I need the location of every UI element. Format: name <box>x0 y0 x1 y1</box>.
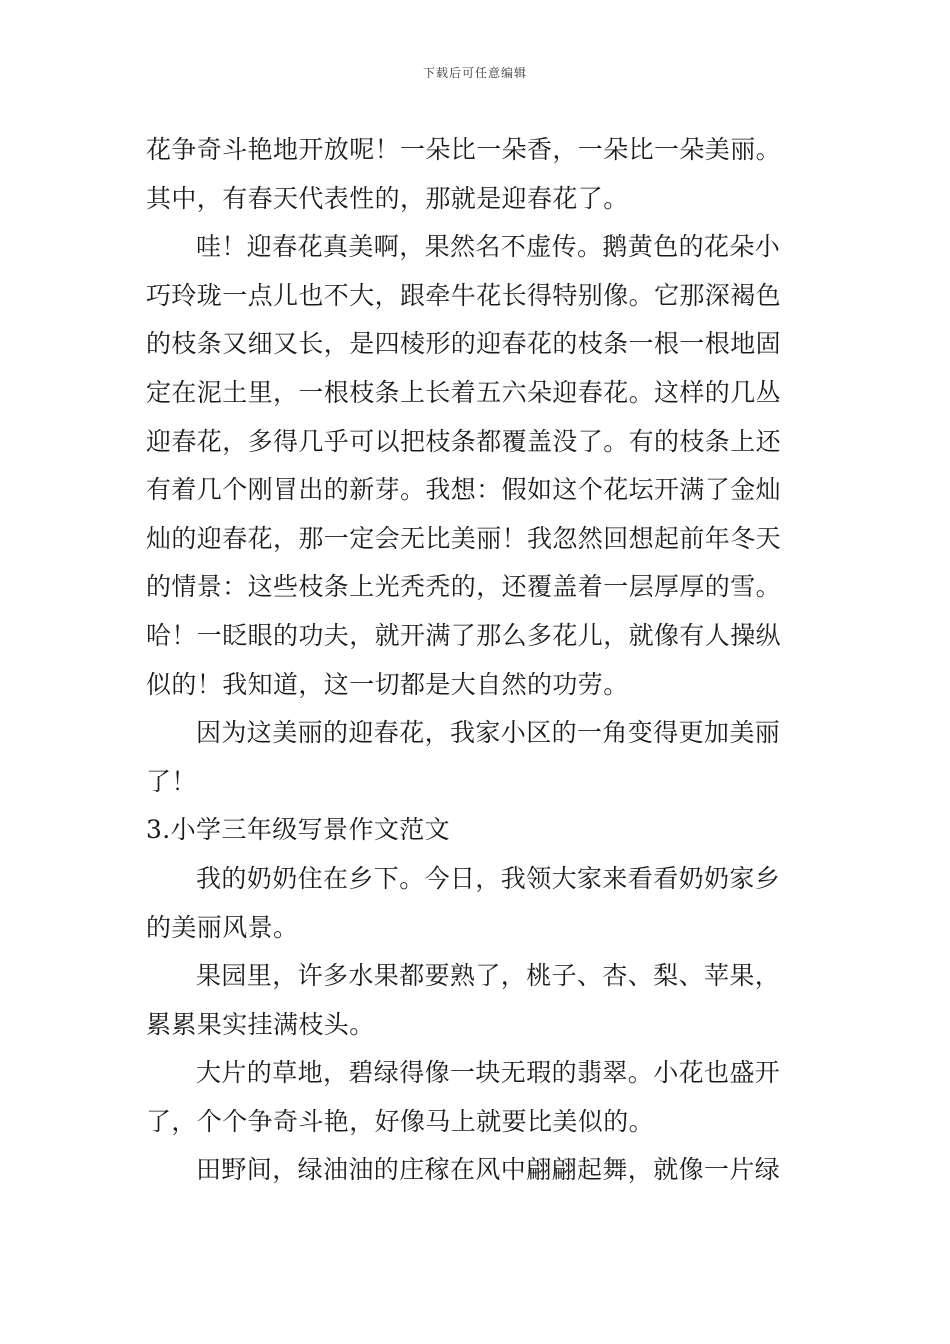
text-line: 了！ <box>146 766 197 796</box>
page-header: 下载后可任意编辑 <box>422 66 527 80</box>
text-line: 似的！我知道，这一切都是大自然的功劳。 <box>146 669 629 699</box>
text-line: 了，个个争奇斗艳，好像马上就要比美似的。 <box>146 1106 655 1136</box>
text-line: 迎春花，多得几乎可以把枝条都覆盖没了。有的枝条上还 <box>146 426 782 456</box>
text-line: 的情景：这些枝条上光秃秃的，还覆盖着一层厚厚的雪。 <box>146 572 782 602</box>
text-line: 花争奇斗艳地开放呢！一朵比一朵香，一朵比一朵美丽。 <box>146 135 782 164</box>
text-line: 哈！一眨眼的功夫，就开满了那么多花儿，就像有人操纵 <box>146 620 782 650</box>
text-line: 的美丽风景。 <box>146 912 299 942</box>
text-line: 有着几个刚冒出的新芽。我想：假如这个花坛开满了金灿 <box>146 475 782 505</box>
text-line: 我的奶奶住在乡下。今日，我领大家来看看奶奶家乡 <box>196 863 781 893</box>
text-line: 定在泥土里，一根枝条上长着五六朵迎春花。这样的几丛 <box>146 377 782 407</box>
section-heading: 3.小学三年级写景作文范文 <box>146 815 451 845</box>
text-line: 灿的迎春花，那一定会无比美丽！我忽然回想起前年冬天 <box>146 523 782 553</box>
text-line: 因为这美丽的迎春花，我家小区的一角变得更加美丽 <box>196 718 781 748</box>
text-line: 其中，有春天代表性的，那就是迎春花了。 <box>146 183 629 213</box>
text-line: 果园里，许多水果都要熟了，桃子、杏、梨、苹果， <box>196 961 781 991</box>
text-line: 大片的草地，碧绿得像一块无瑕的翡翠。小花也盛开 <box>196 1058 781 1088</box>
text-line: 巧玲珑一点儿也不大，跟牵牛花长得特别像。它那深褐色 <box>146 280 782 310</box>
text-line: 的枝条又细又长，是四棱形的迎春花的枝条一根一根地固 <box>146 329 782 359</box>
text-line: 田野间，绿油油的庄稼在风中翩翩起舞，就像一片绿 <box>196 1155 781 1185</box>
text-line: 哇！迎春花真美啊，果然名不虚传。鹅黄色的花朵小 <box>196 232 781 262</box>
text-line: 累累果实挂满枝头。 <box>146 1009 375 1039</box>
document-body <box>146 126 806 1195</box>
